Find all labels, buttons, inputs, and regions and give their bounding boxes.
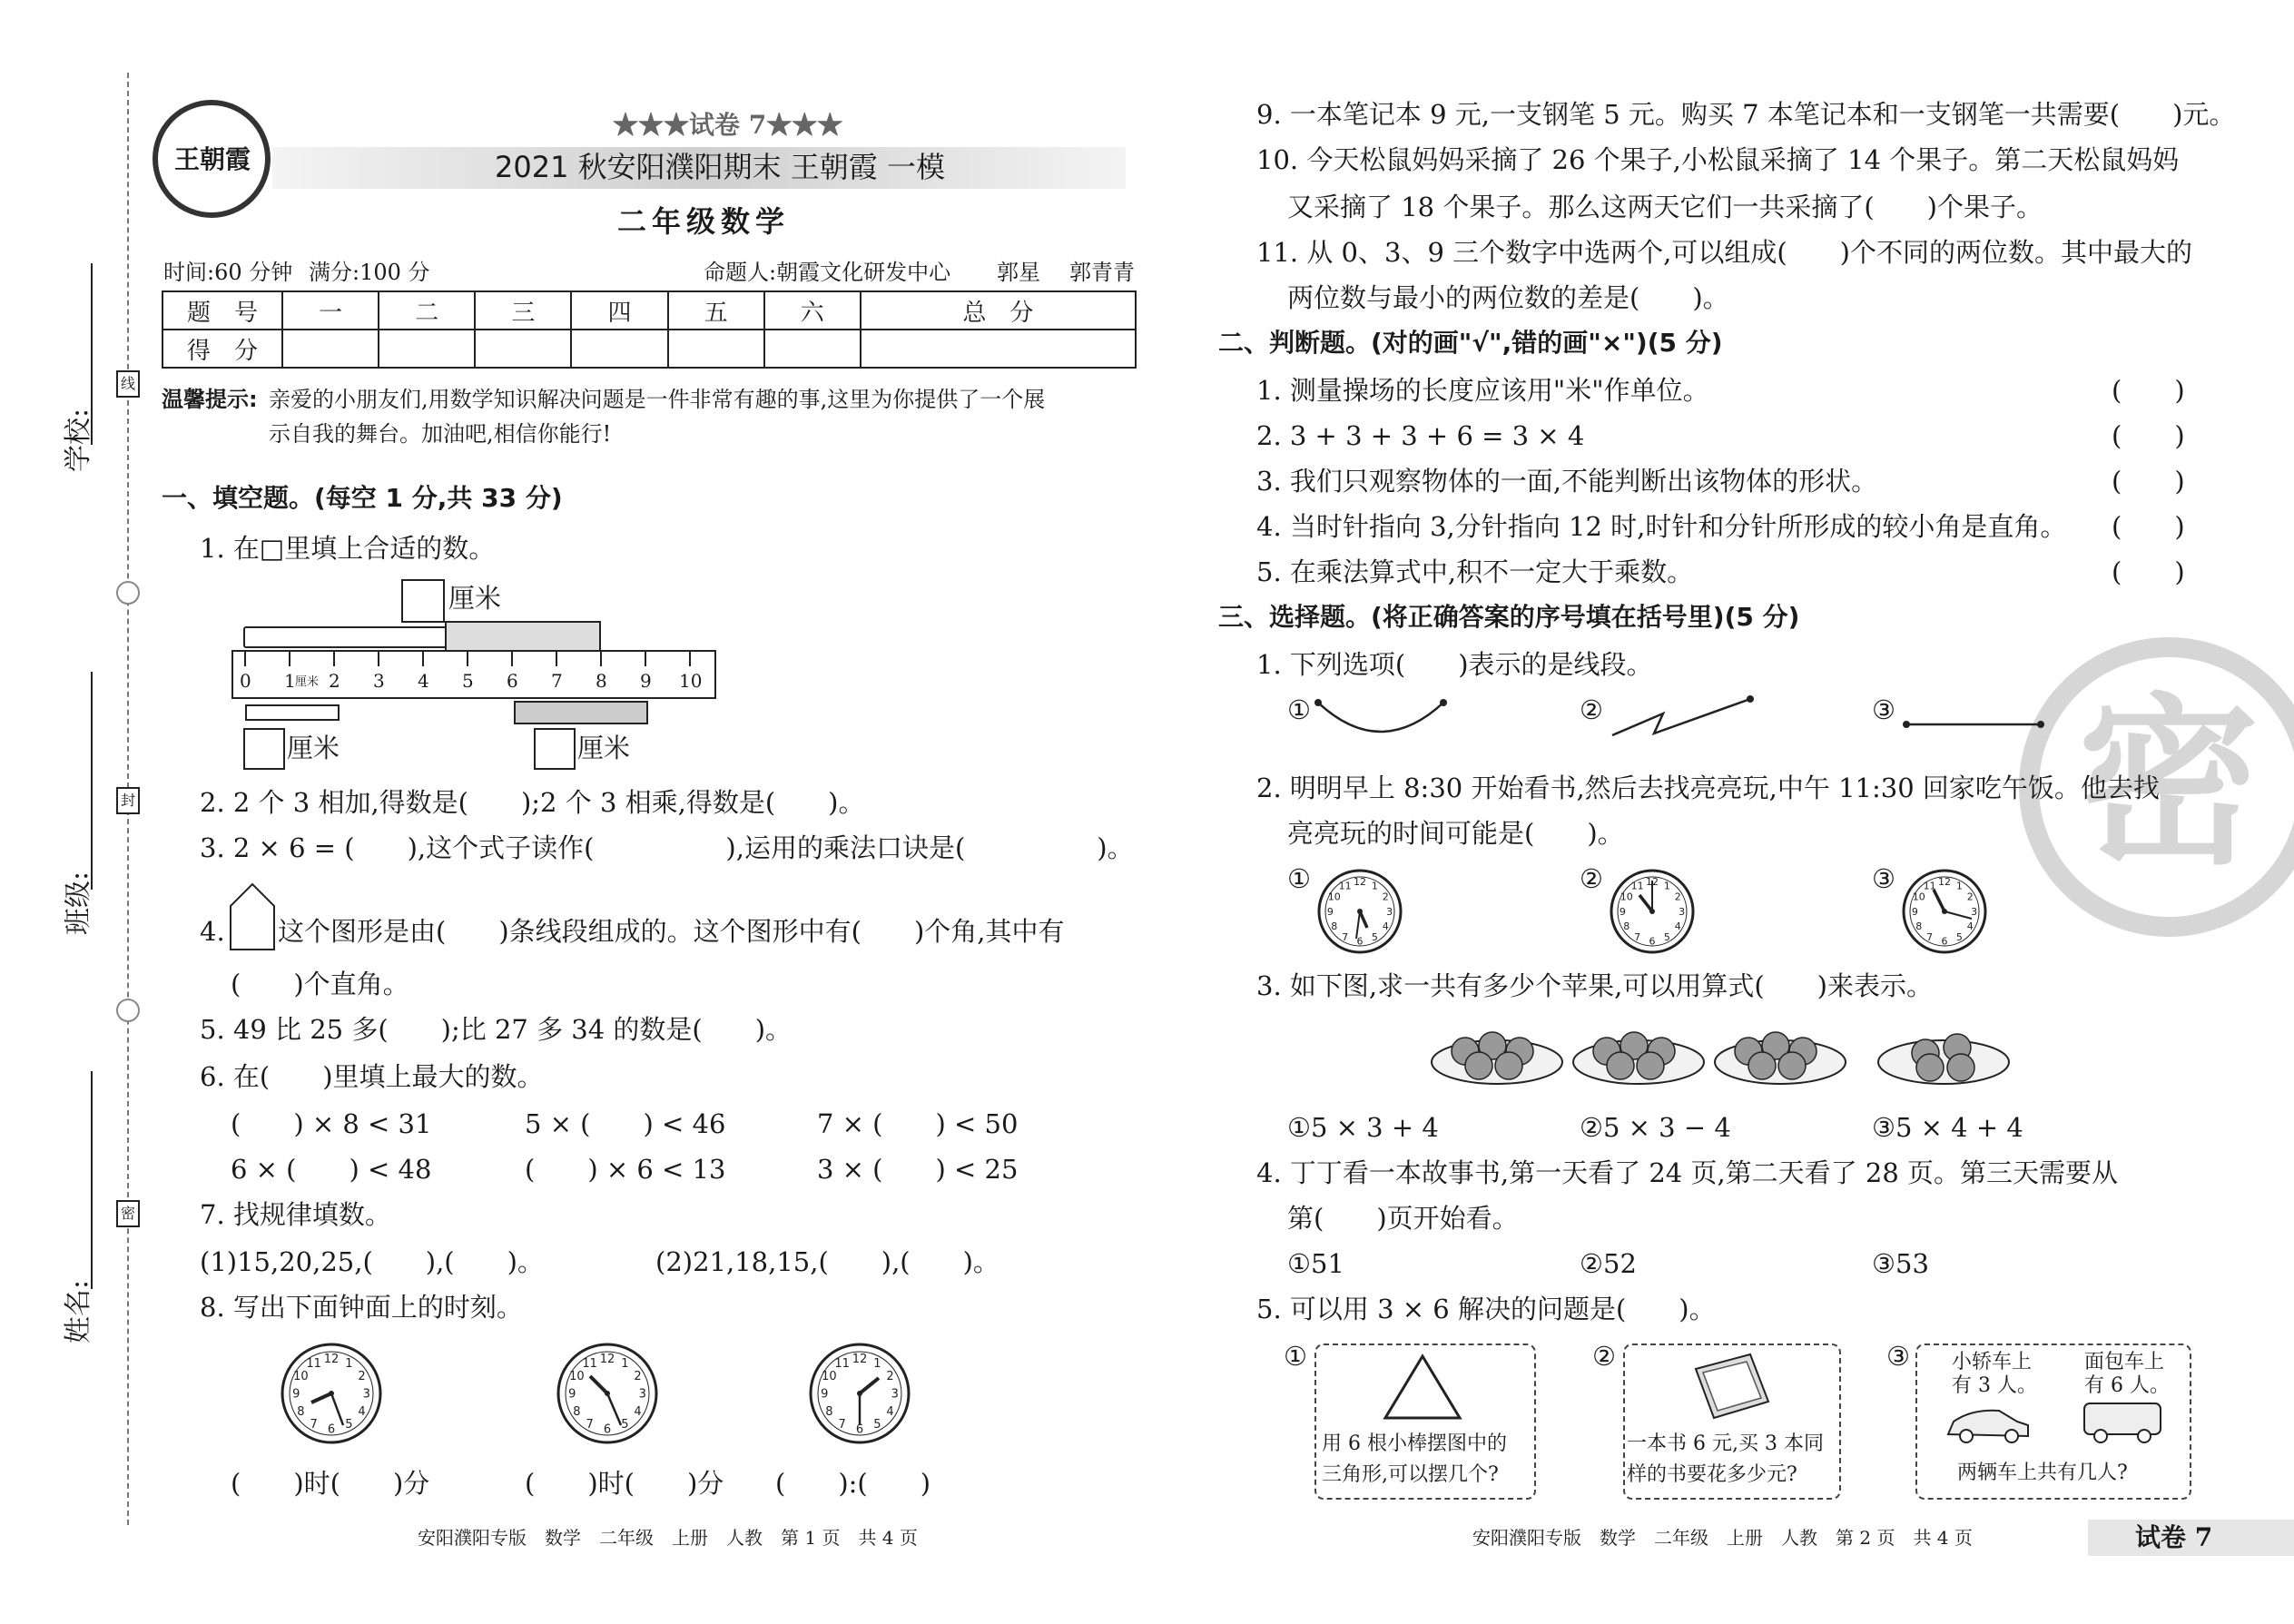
option-mark: ①: [1287, 694, 1311, 725]
judge-answer[interactable]: ( ): [2112, 420, 2185, 451]
clock-numeral: 2: [1382, 891, 1389, 903]
clock-numeral: 11: [306, 1356, 321, 1371]
clock-numeral: 2: [1966, 891, 1974, 903]
tip-line-1: 亲爱的小朋友们,用数学知识解决问题是一件非常有趣的事,这里为你提供了一个展: [269, 387, 1046, 412]
q2-text: 2. 2 个 3 相加,得数是( );2 个 3 相乘,得数是( )。: [200, 787, 865, 818]
answer-box[interactable]: [534, 728, 576, 770]
choice-q2: 2. 明明早上 8:30 开始看书,然后去找亮亮玩,中午 11:30 回家吃午饭。他去找: [1256, 773, 2160, 803]
q10-continue: 又采摘了 18 个果子。那么这两天它们一共采摘了( )个果子。: [1287, 192, 2043, 222]
clock-numeral: 3: [891, 1387, 899, 1402]
option-mark: ①: [1287, 863, 1311, 894]
card2-line: 一本书 6 元,买 3 本同: [1627, 1432, 1824, 1455]
pentagon-figure: [227, 881, 278, 953]
clock-numeral: 12: [852, 1352, 868, 1366]
brand-logo-text: 王朝霞: [174, 144, 251, 174]
clock-numeral: 11: [834, 1356, 850, 1371]
card1-line: 用 6 根小棒摆图中的: [1322, 1432, 1507, 1455]
score-cell: 一: [282, 291, 379, 330]
clock-numeral: 2: [358, 1370, 366, 1384]
ruler-tick-label: 10: [679, 670, 703, 692]
author-1: 郭星: [997, 260, 1040, 285]
choice-q4-continue: 第( )页开始看。: [1287, 1203, 1519, 1234]
q7-text: 7. 找规律填数。: [200, 1199, 391, 1230]
clock-numeral: 5: [1955, 931, 1963, 944]
clock-numeral: 1: [1663, 880, 1670, 892]
apple-plate: [1570, 1015, 1707, 1088]
clock-numeral: 12: [1646, 876, 1659, 889]
q8-answer[interactable]: ( )时( )分: [231, 1468, 430, 1499]
clock-numeral: 5: [1371, 931, 1378, 944]
clock-numeral: 2: [886, 1370, 894, 1384]
q10-text: 10. 今天松鼠妈妈采摘了 26 个果子,小松鼠采摘了 14 个果子。第二天松鼠妈妈: [1256, 144, 2180, 175]
clock-numeral: 5: [345, 1418, 353, 1432]
card3-van-text: 有 6 人。: [2084, 1374, 2170, 1397]
clock-numeral: 6: [603, 1422, 612, 1437]
q9-text: 9. 一本笔记本 9 元,一支钢笔 5 元。购买 7 本笔记本和一支钢笔一共需要( )元。: [1256, 99, 2236, 130]
ruler-tick-label: 0: [240, 670, 251, 692]
q11-text: 11. 从 0、3、9 三个数字中选两个,可以组成( )个不同的两位数。其中最大的: [1256, 237, 2192, 268]
judge-answer[interactable]: ( ): [2112, 556, 2185, 587]
clock-face: [1609, 868, 1696, 955]
option-mark: ③: [1872, 863, 1895, 894]
q1-text: 1. 在□里填上合适的数。: [200, 533, 496, 564]
card3-car-text: 有 3 人。: [1952, 1374, 2037, 1397]
judge-item: 1. 测量操场的长度应该用"米"作单位。: [1256, 375, 1709, 406]
clock-numeral: 2: [1674, 891, 1681, 903]
clock-numeral: 3: [1386, 905, 1393, 918]
ruler-tick-label: 9: [640, 670, 652, 692]
clock-numeral: 3: [638, 1387, 646, 1402]
judge-answer[interactable]: ( ): [2112, 375, 2185, 406]
clock-numeral: 10: [293, 1370, 309, 1384]
q11-continue: 两位数与最小的两位数的差是( )。: [1287, 282, 1729, 313]
q4-number: 4.: [200, 916, 225, 947]
clock-numeral: 1: [873, 1356, 881, 1371]
watermark-seal: 密: [2019, 637, 2294, 937]
q7-part-1: (1)15,20,25,( ),( )。: [200, 1246, 544, 1277]
footer-right: 安阳濮阳专版 数学 二年级 上册 人教 第 2 页 共 4 页: [1472, 1527, 1973, 1549]
triangle-figure: [1382, 1353, 1463, 1422]
score-input[interactable]: [379, 330, 475, 368]
clock-numeral: 6: [855, 1422, 864, 1437]
clock-face: [1901, 868, 1988, 955]
clock-numeral: 4: [358, 1404, 366, 1419]
clock-numeral: 7: [1342, 931, 1349, 944]
clock-numeral: 3: [1679, 905, 1686, 918]
card2-line: 样的书要花多少元?: [1627, 1463, 1797, 1486]
clock-numeral: 11: [1630, 880, 1644, 892]
clock-face: [1316, 868, 1403, 955]
score-cell: 题 号: [162, 291, 282, 330]
clock-numeral: 5: [873, 1418, 881, 1432]
footer-left: 安阳濮阳专版 数学 二年级 上册 人教 第 1 页 共 4 页: [418, 1527, 918, 1549]
clock-numeral: 4: [1674, 920, 1681, 933]
q6-item: 5 × ( ) < 46: [525, 1108, 726, 1139]
q6-item: ( ) × 6 < 13: [525, 1154, 726, 1185]
full-score: 满分:100 分: [309, 260, 430, 285]
score-cell: 得 分: [162, 330, 282, 368]
q8-answer[interactable]: ( ):( ): [775, 1468, 931, 1499]
clock-numeral: 3: [1971, 905, 1978, 918]
ruler-tick-label: 4: [418, 670, 429, 692]
ruler-unit: 厘米: [295, 675, 320, 689]
clock-numeral: 5: [1663, 931, 1670, 944]
section-1-title: 一、填空题。(每空 1 分,共 33 分): [162, 483, 563, 513]
option-mark: ③: [1886, 1341, 1910, 1372]
ruler-tick-label: 2: [329, 670, 340, 692]
choice-option[interactable]: ②52: [1580, 1248, 1637, 1279]
score-row-header: [162, 291, 1136, 330]
option-mark: ②: [1592, 1341, 1616, 1372]
apple-plate: [1712, 1015, 1848, 1088]
clock-numeral: 1: [1955, 880, 1963, 892]
class-label: 班级:: [63, 871, 94, 935]
class-underline: [91, 672, 93, 890]
q6-item: ( ) × 8 < 31: [231, 1108, 432, 1139]
clock-numeral: 6: [1649, 935, 1656, 948]
name-underline: [91, 1071, 93, 1289]
score-input[interactable]: [861, 330, 1136, 368]
clock-numeral: 6: [327, 1422, 336, 1437]
clock-numeral: 11: [1338, 880, 1352, 892]
score-input[interactable]: [282, 330, 379, 368]
clock-numeral: 11: [1923, 880, 1936, 892]
section-2-title: 二、判断题。(对的画"√",错的画"×")(5 分): [1218, 328, 1723, 358]
seal-mark-line: 线: [116, 370, 140, 398]
name-label: 姓名:: [63, 1279, 94, 1343]
clock-numeral: 10: [822, 1370, 837, 1384]
clock-face: [556, 1342, 659, 1445]
choice-q2-continue: 亮亮玩的时间可能是( )。: [1287, 818, 1624, 849]
brand-logo: [153, 100, 271, 218]
judge-answer[interactable]: ( ): [2112, 466, 2185, 497]
school-underline: [91, 263, 93, 445]
clock-numeral: 8: [1331, 920, 1338, 933]
curve-figure: [1313, 697, 1449, 743]
clock-numeral: 1: [1371, 880, 1378, 892]
judge-item: 3. 我们只观察物体的一面,不能判断出该物体的形状。: [1256, 466, 1878, 497]
clock-numeral: 12: [323, 1352, 340, 1366]
apple-plate: [1429, 1015, 1565, 1088]
score-cell: 六: [764, 291, 861, 330]
paper-subject: 二年级数学: [617, 204, 791, 239]
card3-question: 两辆车上共有几人?: [1957, 1462, 2128, 1484]
q5-text: 5. 49 比 25 多( );比 27 多 34 的数是( )。: [200, 1014, 793, 1045]
clock-numeral: 7: [310, 1418, 318, 1432]
score-cell: 五: [668, 291, 764, 330]
clock-numeral: 1: [345, 1356, 353, 1371]
school-label: 学校:: [63, 408, 94, 472]
segment-figure: [1901, 717, 2046, 732]
tip-line-2: 示自我的舞台。加油吧,相信你能行!: [269, 421, 612, 447]
score-input[interactable]: [571, 330, 667, 368]
clock-numeral: 8: [1623, 920, 1630, 933]
clock-numeral: 4: [1966, 920, 1974, 933]
score-cell: 二: [379, 291, 475, 330]
clock-numeral: 9: [1911, 905, 1918, 918]
clock-face: [280, 1342, 383, 1445]
tip-label: 温馨提示:: [162, 387, 258, 412]
scissors-icon: [116, 999, 140, 1022]
option-mark: ①: [1284, 1341, 1307, 1372]
score-table: [162, 290, 1137, 369]
book-icon: [1687, 1351, 1774, 1422]
clock-numeral: 8: [573, 1404, 581, 1419]
clock-numeral: 6: [1356, 935, 1364, 948]
q4-text: 这个图形是由( )条线段组成的。这个图形中有( )个角,其中有: [278, 916, 1065, 947]
clock-numeral: 11: [582, 1356, 597, 1371]
clock-numeral: 7: [838, 1418, 846, 1432]
clock-numeral: 2: [634, 1370, 642, 1384]
clock-numeral: 4: [886, 1404, 894, 1419]
apple-plate: [1876, 1015, 2012, 1088]
author-2: 郭青青: [1069, 260, 1135, 285]
seal-mark-secret: 密: [116, 1200, 140, 1227]
q7-part-2: (2)21,18,15,( ),( )。: [655, 1246, 999, 1277]
clock-numeral: 8: [825, 1404, 833, 1419]
option-mark: ③: [1872, 694, 1895, 725]
seal-mark-seal: 封: [116, 787, 140, 814]
short-pencil: [245, 704, 340, 721]
clock-numeral: 5: [621, 1418, 629, 1432]
q6-item: 3 × ( ) < 25: [817, 1154, 1019, 1185]
option-mark: ②: [1580, 863, 1603, 894]
ruler-tick-label: 3: [373, 670, 385, 692]
zigzag-figure: [1609, 695, 1754, 741]
q6-text: 6. 在( )里填上最大的数。: [200, 1061, 544, 1092]
clock-numeral: 8: [297, 1404, 305, 1419]
choice-q5: 5. 可以用 3 × 6 解决的问题是( )。: [1256, 1294, 1716, 1324]
clock-numeral: 7: [586, 1418, 594, 1432]
score-cell: 四: [571, 291, 667, 330]
clock-numeral: 10: [1912, 891, 1925, 903]
paper-series: ★★★试卷 7★★★: [613, 110, 843, 140]
q3-text: 3. 2 × 6 = ( ),这个式子读作( ),运用的乘法口诀是( )。: [200, 832, 1134, 863]
cm-label: 厘米: [577, 733, 631, 763]
clock-numeral: 9: [821, 1387, 829, 1402]
card1-line: 三角形,可以摆几个?: [1322, 1463, 1499, 1486]
clock-numeral: 9: [1619, 905, 1626, 918]
section-3-title: 三、选择题。(将正确答案的序号填在括号里)(5 分): [1218, 602, 1800, 632]
van-icon: [2079, 1398, 2166, 1445]
cm-label: 厘米: [448, 583, 502, 614]
card3-car-text: 小轿车上: [1952, 1351, 2033, 1373]
choice-option[interactable]: ①51: [1287, 1248, 1344, 1279]
clock-numeral: 3: [362, 1387, 370, 1402]
cm-label: 厘米: [287, 733, 340, 763]
answer-box[interactable]: [401, 579, 445, 623]
clock-numeral: 9: [292, 1387, 300, 1402]
scissors-icon: [116, 581, 140, 605]
clock-numeral: 12: [599, 1352, 615, 1366]
choice-q4: 4. 丁丁看一本故事书,第一天看了 24 页,第二天看了 28 页。第三天需要从: [1256, 1157, 2119, 1188]
pencil-cap: [445, 621, 601, 654]
ruler-tick-label: 6: [507, 670, 518, 692]
clock-numeral: 12: [1938, 876, 1951, 889]
clock-face: [808, 1342, 911, 1445]
choice-option[interactable]: ②5 × 3 − 4: [1580, 1112, 1731, 1143]
clock-numeral: 12: [1354, 876, 1366, 889]
card3-van-text: 面包车上: [2084, 1351, 2165, 1373]
clock-numeral: 4: [634, 1404, 642, 1419]
ruler-tick-label: 7: [551, 670, 563, 692]
q4-continue: ( )个直角。: [231, 969, 409, 999]
car-icon: [1944, 1403, 2032, 1445]
q8-text: 8. 写出下面钟面上的时刻。: [200, 1292, 523, 1323]
answer-box[interactable]: [243, 728, 285, 770]
clock-numeral: 4: [1382, 920, 1389, 933]
clock-numeral: 7: [1926, 931, 1934, 944]
clock-numeral: 6: [1941, 935, 1948, 948]
paper-title: 2021 秋安阳濮阳期末 王朝霞 一模: [495, 150, 945, 184]
choice-option[interactable]: ①5 × 3 + 4: [1287, 1112, 1439, 1143]
clock-numeral: 8: [1915, 920, 1923, 933]
choice-q1: 1. 下列选项( )表示的是线段。: [1256, 649, 1653, 680]
clock-numeral: 10: [1327, 891, 1341, 903]
judge-answer[interactable]: ( ): [2112, 511, 2185, 542]
judge-item: 4. 当时针指向 3,分针指向 12 时,时针和分针所形成的较小角是直角。: [1256, 511, 2067, 542]
ruler-tick-label: 5: [462, 670, 474, 692]
judge-item: 2. 3 + 3 + 3 + 6 = 3 × 4: [1256, 420, 1585, 451]
exam-time: 时间:60 分钟: [163, 260, 293, 285]
eraser: [514, 701, 648, 724]
clock-numeral: 10: [569, 1370, 585, 1384]
choice-option[interactable]: ③53: [1872, 1248, 1929, 1279]
footer-tag: 试卷 7: [2135, 1522, 2213, 1552]
ruler-tick-label: 8: [596, 670, 607, 692]
author: 命题人:朝霞文化研发中心: [704, 260, 951, 285]
score-cell: 三: [475, 291, 571, 330]
clock-numeral: 1: [621, 1356, 629, 1371]
q8-answer[interactable]: ( )时( )分: [525, 1468, 724, 1499]
score-input[interactable]: [475, 330, 571, 368]
ruler-tick-label: 1: [284, 670, 296, 692]
clock-numeral: 9: [1326, 905, 1334, 918]
choice-q3: 3. 如下图,求一共有多少个苹果,可以用算式( )来表示。: [1256, 970, 1933, 1001]
score-row-values[interactable]: [162, 330, 1136, 368]
clock-numeral: 10: [1620, 891, 1633, 903]
score-cell: 总 分: [861, 291, 1136, 330]
score-input[interactable]: [764, 330, 861, 368]
clock-numeral: 9: [568, 1387, 576, 1402]
judge-item: 5. 在乘法算式中,积不一定大于乘数。: [1256, 556, 1694, 587]
option-mark: ②: [1580, 694, 1603, 725]
score-input[interactable]: [668, 330, 764, 368]
q6-item: 6 × ( ) < 48: [231, 1154, 432, 1185]
choice-option[interactable]: ③5 × 4 + 4: [1872, 1112, 2023, 1143]
clock-numeral: 7: [1634, 931, 1641, 944]
q6-item: 7 × ( ) < 50: [817, 1108, 1019, 1139]
